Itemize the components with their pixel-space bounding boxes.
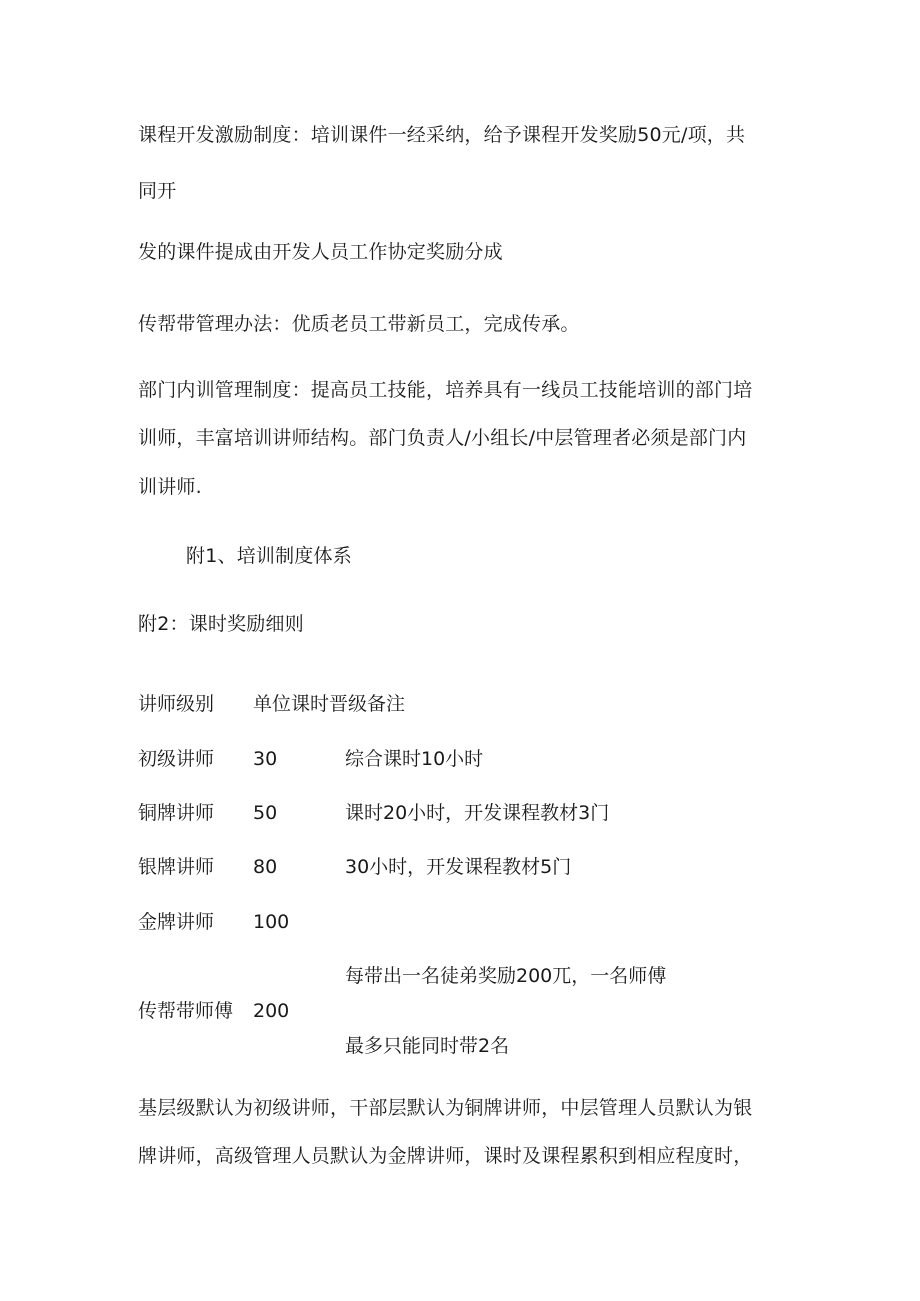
row-unit: 50 (253, 802, 278, 824)
appendix-1-heading: 附1、培训制度体系 (186, 545, 352, 567)
mentor-unit: 200 (253, 1000, 290, 1022)
mentoring-policy: 传帮带管理办法：优质老员工带新员工，完成传承。 (138, 313, 580, 335)
row-level: 金牌讲师 (138, 911, 215, 933)
appendix-2-heading: 附2：课时奖励细则 (138, 613, 304, 635)
course-dev-incentive-line2: 同开 (138, 180, 177, 202)
row-unit: 100 (253, 911, 290, 933)
course-dev-incentive-line3: 发的课件提成由开发人员工作协定奖励分成 (138, 241, 503, 263)
mentor-level: 传帮带师傅 (138, 1000, 234, 1022)
default-level-note-line2: 牌讲师，高级管理人员默认为金牌讲师，课时及课程累积到相应程度时， (138, 1145, 753, 1167)
header-rest: 单位课时晋级备注 (253, 693, 406, 715)
mentor-note-line2: 最多只能同时带2名 (345, 1035, 510, 1057)
dept-training-line2: 训师，丰富培训讲师结构。部门负责人/小组长/中层管理者必须是部门内 (138, 427, 747, 449)
row-level: 银牌讲师 (138, 856, 215, 878)
row-level: 铜牌讲师 (138, 802, 215, 824)
header-level: 讲师级别 (138, 693, 215, 715)
row-note: 课时20小时，开发课程教材3门 (345, 802, 610, 824)
row-note: 综合课时10小时 (345, 748, 484, 770)
row-unit: 30 (253, 748, 278, 770)
row-level: 初级讲师 (138, 748, 215, 770)
course-dev-incentive-line1: 课程开发激励制度：培训课件一经采纳，给予课程开发奖励50元/项，共 (138, 124, 746, 146)
row-note: 30小时，开发课程教材5门 (345, 856, 572, 878)
dept-training-line1: 部门内训管理制度：提高员工技能，培养具有一线员工技能培训的部门培 (138, 379, 753, 401)
row-unit: 80 (253, 856, 278, 878)
mentor-note-line1: 每带出一名徒弟奖励200兀，一名师傅 (345, 965, 667, 987)
dept-training-line3: 训讲师. (138, 476, 202, 498)
default-level-note-line1: 基层级默认为初级讲师，干部层默认为铜牌讲师，中层管理人员默认为银 (138, 1097, 753, 1119)
